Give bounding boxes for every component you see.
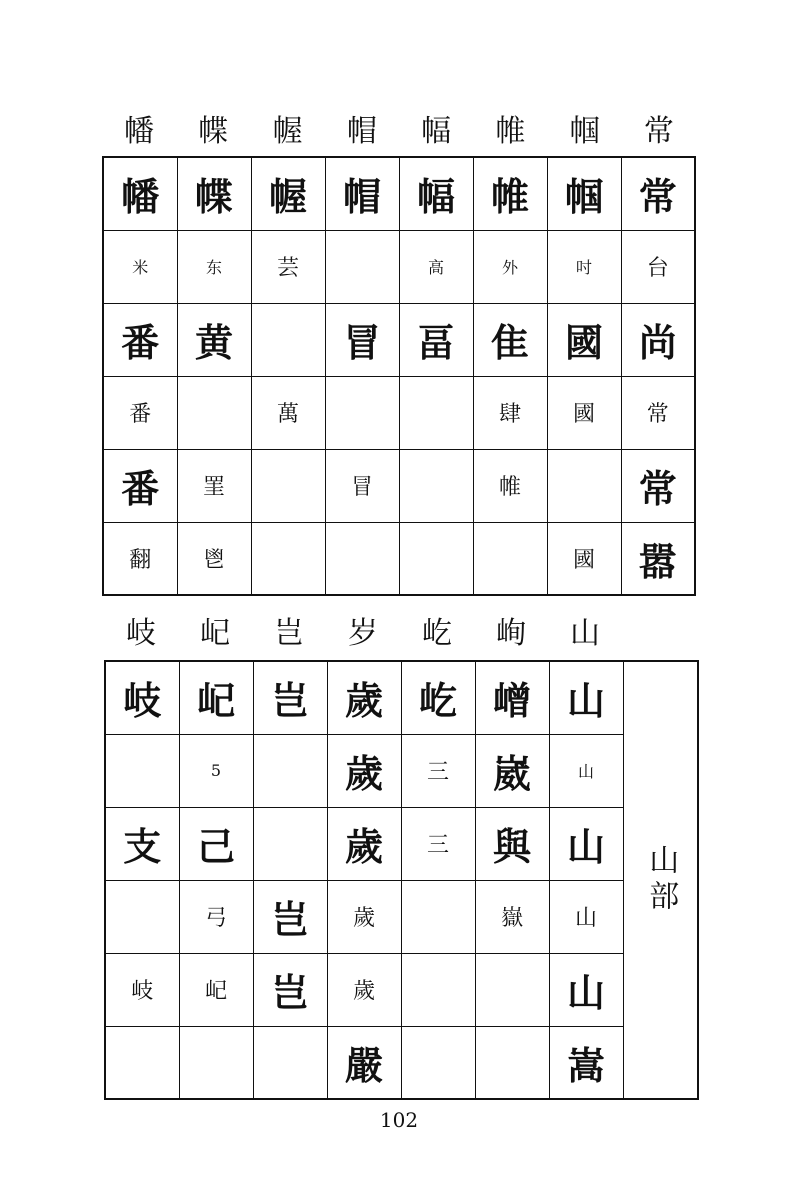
column-header-char: 山 [570,616,600,651]
glyph-cell: 山 [549,880,623,953]
glyph-cell: 萬 [251,376,325,449]
bottom-glyph-table [104,660,699,1100]
column-header-char: 帼 [569,114,600,149]
column-header-char: 幉 [198,114,229,149]
glyph-row [103,230,695,303]
glyph-row [103,303,695,376]
empty-cell [251,303,325,376]
glyph-row [105,880,698,953]
glyph-cell: 弓 [179,880,253,953]
empty-cell [401,880,475,953]
glyph-cell: 黄 [177,303,251,376]
empty-cell [399,522,473,595]
glyph-cell: 三 [401,807,475,880]
glyph-row [105,807,698,880]
glyph-cell: 崴 [475,734,549,807]
glyph-cell: 常 [621,376,695,449]
top-glyph-table [102,156,696,596]
glyph-cell: 屺 [179,953,253,1026]
glyph-cell: 帷 [473,157,547,230]
glyph-cell: 山 [549,661,623,734]
column-header-char: 岂 [274,616,304,651]
empty-cell [177,376,251,449]
glyph-cell: 幉 [177,157,251,230]
column-header-char: 岁 [348,616,378,651]
glyph-cell: 外 [473,230,547,303]
top-header-row [102,112,696,152]
glyph-cell: 國 [547,303,621,376]
glyph-cell: 罣 [177,449,251,522]
glyph-cell: 岐 [105,661,179,734]
glyph-cell: 高 [399,230,473,303]
glyph-cell: 隹 [473,303,547,376]
empty-cell [401,953,475,1026]
column-header-char: 帽 [346,114,377,149]
empty-cell [253,1026,327,1099]
empty-cell [251,522,325,595]
column-header-char: 峋 [496,616,526,651]
empty-cell [325,230,399,303]
empty-cell [325,522,399,595]
column-header-char: 幄 [272,114,303,149]
glyph-cell: 歲 [327,953,401,1026]
bottom-header-row [104,614,622,654]
column-header-char: 幅 [421,114,452,149]
glyph-row [105,953,698,1026]
glyph-cell: 幅 [399,157,473,230]
glyph-cell: 米 [103,230,177,303]
empty-cell [399,376,473,449]
glyph-cell: 番 [103,449,177,522]
glyph-cell: 支 [105,807,179,880]
glyph-cell: 歲 [327,734,401,807]
glyph-cell: 嶒 [475,661,549,734]
glyph-cell: 常 [621,449,695,522]
glyph-row [103,157,695,230]
empty-cell [401,1026,475,1099]
glyph-row [103,376,695,449]
glyph-row [103,522,695,595]
empty-cell [251,449,325,522]
column-header-char: 屹 [422,616,452,651]
empty-cell [105,1026,179,1099]
empty-cell [253,807,327,880]
glyph-cell: 冒 [325,449,399,522]
empty-cell [179,1026,253,1099]
glyph-cell: 幄 [251,157,325,230]
glyph-cell: 鬯 [177,522,251,595]
glyph-cell: 與 [475,807,549,880]
glyph-cell: 翻 [103,522,177,595]
glyph-row [103,449,695,522]
glyph-cell: 帽 [325,157,399,230]
glyph-cell: 帷 [473,449,547,522]
glyph-cell: 芸 [251,230,325,303]
glyph-cell: 歲 [327,880,401,953]
glyph-row [105,661,698,734]
glyph-cell: 吋 [547,230,621,303]
glyph-cell: 三 [401,734,475,807]
glyph-cell: 國 [547,522,621,595]
page-number: 102 [379,1108,419,1132]
glyph-cell: 东 [177,230,251,303]
empty-cell [475,1026,549,1099]
empty-cell [547,449,621,522]
empty-cell [475,953,549,1026]
glyph-cell: 山 [549,734,623,807]
glyph-cell: 岐 [105,953,179,1026]
glyph-cell: 常 [621,157,695,230]
column-header-char: 屺 [200,616,230,651]
glyph-cell: 帼 [547,157,621,230]
column-header-char: 帷 [495,114,526,149]
empty-cell [105,734,179,807]
glyph-cell: 尚 [621,303,695,376]
glyph-cell: 5 [179,734,253,807]
glyph-cell: 歲 [327,661,401,734]
glyph-row [105,1026,698,1099]
empty-cell [105,880,179,953]
empty-cell [473,522,547,595]
glyph-cell: 嚴 [327,1026,401,1099]
glyph-cell: 歲 [327,807,401,880]
glyph-cell: 山 [549,807,623,880]
glyph-cell: 番 [103,303,177,376]
glyph-cell: 嶽 [475,880,549,953]
column-header-char: 岐 [126,616,156,651]
empty-cell [399,449,473,522]
glyph-cell: 己 [179,807,253,880]
glyph-cell: 屺 [179,661,253,734]
radical-label: 山部 [623,661,698,1099]
glyph-cell: 肆 [473,376,547,449]
glyph-cell: 岂 [253,661,327,734]
empty-cell [253,734,327,807]
glyph-cell: 畐 [399,303,473,376]
glyph-cell: 嚣 [621,522,695,595]
glyph-cell: 屹 [401,661,475,734]
glyph-cell: 番 [103,376,177,449]
glyph-cell: 國 [547,376,621,449]
glyph-cell: 幡 [103,157,177,230]
glyph-cell: 台 [621,230,695,303]
glyph-cell: 岂 [253,953,327,1026]
glyph-cell: 冒 [325,303,399,376]
glyph-cell: 嵩 [549,1026,623,1099]
empty-cell [325,376,399,449]
glyph-cell: 岂 [253,880,327,953]
column-header-char: 常 [643,114,674,149]
glyph-cell: 山 [549,953,623,1026]
glyph-row [105,734,698,807]
column-header-char: 幡 [124,114,155,149]
